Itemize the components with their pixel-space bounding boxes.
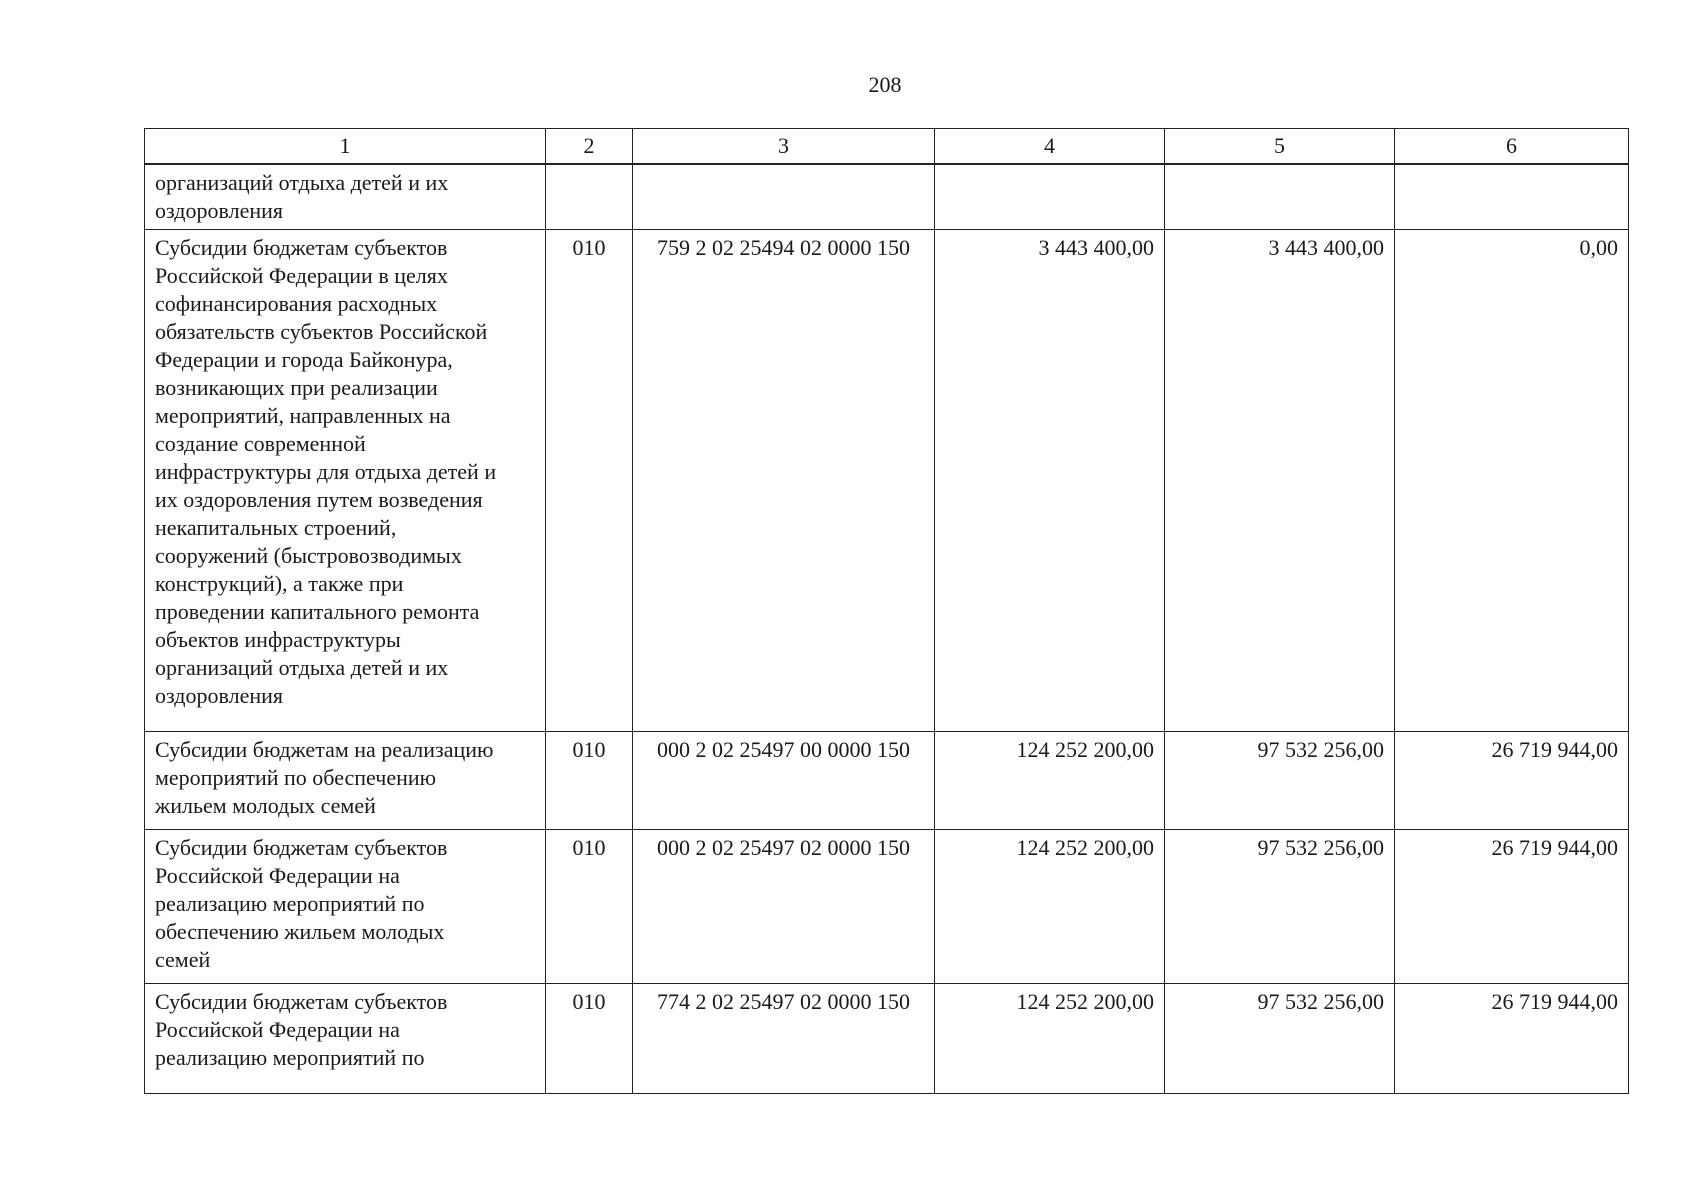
row-description: организаций отдыха детей и их оздоровления [145,164,546,230]
row-description: Субсидии бюджетам субъектов Российской Федерации на реализацию мероприятий по обеспечению жильем молодых семей [145,830,546,984]
header-col-1: 1 [145,129,546,165]
header-col-4: 4 [935,129,1165,165]
row-code [633,164,935,230]
row-executed: 97 532 256,00 [1165,984,1395,1094]
row-description: Субсидии бюджетам субъектов Российской Федерации в целях софинансирования расходных обязательств субъектов Российской Федерации и города Байконура, возникающих при реализации мероприятий, направленных на создание современной инфраструктуры для отдыха детей и их оздоровления путем возведения некапитальных строений, сооружений (быстровозводимых конструкций), а также при проведении капитального ремонта объектов инфраструктуры организаций отдыха детей и их оздоровления [145,230,546,732]
row-code: 774 2 02 25497 02 0000 150 [633,984,935,1094]
page-number: 208 [868,72,902,97]
row-description: Субсидии бюджетам субъектов Российской Федерации на реализацию мероприятий по [145,984,546,1094]
row-plan: 3 443 400,00 [935,230,1165,732]
table-row [145,984,1629,1094]
header-col-5: 5 [1165,129,1395,165]
header-col-3: 3 [633,129,935,165]
row-col2: 010 [546,830,633,984]
budget-table [144,128,1629,1094]
row-remaining: 26 719 944,00 [1395,830,1629,984]
table-row [145,732,1629,830]
row-executed: 97 532 256,00 [1165,830,1395,984]
table-row [145,164,1629,230]
header-row [145,129,1629,165]
table-row [145,830,1629,984]
row-col2: 010 [546,732,633,830]
row-col2 [546,164,633,230]
row-plan: 124 252 200,00 [935,830,1165,984]
row-code: 759 2 02 25494 02 0000 150 [633,230,935,732]
row-plan: 124 252 200,00 [935,984,1165,1094]
row-remaining: 0,00 [1395,230,1629,732]
row-executed: 97 532 256,00 [1165,732,1395,830]
row-plan: 124 252 200,00 [935,732,1165,830]
table-row [145,230,1629,732]
header-col-2: 2 [546,129,633,165]
row-description: Субсидии бюджетам на реализацию мероприятий по обеспечению жильем молодых семей [145,732,546,830]
header-col-6: 6 [1395,129,1629,165]
row-remaining [1395,164,1629,230]
row-remaining: 26 719 944,00 [1395,984,1629,1094]
row-executed [1165,164,1395,230]
row-code: 000 2 02 25497 00 0000 150 [633,732,935,830]
row-code: 000 2 02 25497 02 0000 150 [633,830,935,984]
row-remaining: 26 719 944,00 [1395,732,1629,830]
row-col2: 010 [546,984,633,1094]
row-executed: 3 443 400,00 [1165,230,1395,732]
row-col2: 010 [546,230,633,732]
row-plan [935,164,1165,230]
